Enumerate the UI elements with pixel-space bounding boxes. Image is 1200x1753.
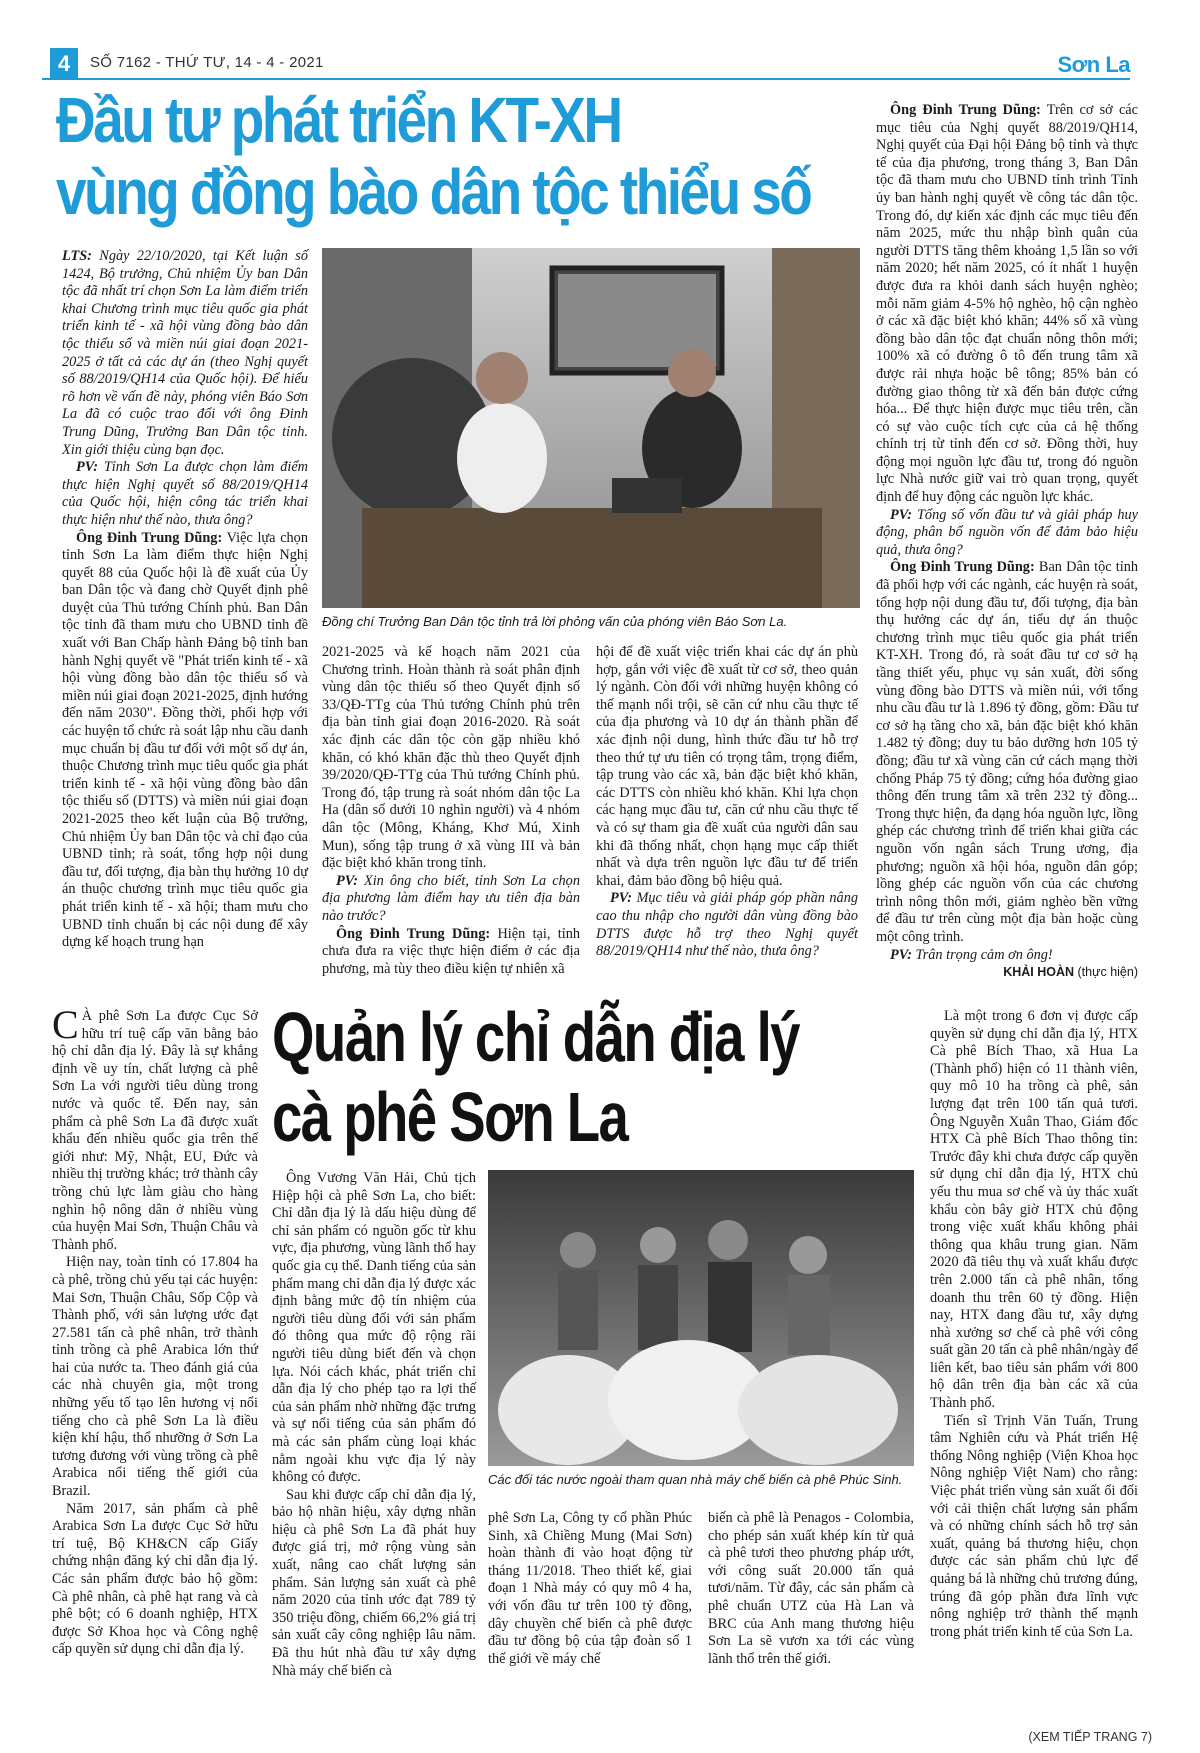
header-rule [42,78,1130,80]
answer-2-part1: Hiện tại, tỉnh chưa đưa ra việc thực hiện điểm ở các địa phương, mà tùy theo điều kiện tự nhiên xã [322,925,581,977]
page-header [50,48,1150,78]
interview-photo-caption: Đồng chí Trưởng Ban Dân tộc tỉnh trả lời phỏng vấn của phóng viên Báo Sơn La. [322,614,788,629]
article1-title-line1: Đầu tư phát triển KT-XH [56,84,621,156]
answer-3: Trên cơ sở các mục tiêu của Nghị quyết 88/2019/QH14, Nghị quyết của Đại hội Đảng bộ tỉnh và thực tế của địa phương, trong tháng 3, Ban Dân tộc đã tham mưu cho UBND tỉnh trình Tỉnh ủy ban hành nghị quyết về công tác dân tộc. Trong đó, dự kiến xác định các mục tiêu đến năm 2025, mức thu nhập bình quân của người DTTS tăng thêm khoảng 1,5 lần so với năm 2020; hết năm 2025, có ít nhất 1 huyện được đưa ra khỏi danh sách huyện nghèo; mỗi năm giảm 4-5% hộ nghèo, hộ cận nghèo ở các xã đặc biệt khó khăn; 44% số xã vùng đồng bào dân tộc đạt chuẩn nông thôn mới; 100% xã có đường ô tô đến trung tâm xã được rải nhựa hoặc bê tông; 85% bản có đường giao thông từ xã đến bản được cứng hóa... Để thực hiện được mục tiêu trên, cần có sự vào cuộc tích cực của cả hệ thống chính trị từ tỉnh đến cơ sở. Đồng thời, huy động mọi nguồn lực đầu tư, trong đó nguồn lực Nhà nước giữ vai trò quan trọng, quyết định để huy động các nguồn lực khác. [876,102,1138,506]
speaker-label-3: Ông Đinh Trung Dũng: [890,102,1041,118]
article1-column-3 [596,644,858,984]
question-1: Tỉnh Sơn La được chọn làm điểm thực hiện Nghị quyết số 88/2019/QH14 của Quốc hội, hiện công tác triển khai thực hiện như thế nào, thưa ông? [62,459,308,528]
answer-1-part2: 2021-2025 và kế hoạch năm 2021 của Chương trình. Hoàn thành rà soát phân định vùng dân tộc thiểu số theo Quyết định số 33/QĐ-TTg của Thủ tướng Chính phủ trên địa bàn tỉnh giai đoạn 2016-2020. Rà soát xác định các dân tộc còn gặp nhiều khó khăn, có khó khăn đặc thù theo Quyết định 39/2020/QĐ-TTg của Thủ tướng Chính phủ. Trong đó, tập trung rà soát nhóm dân tộc La Ha (dân số dưới 10 nghìn người) và 4 nhóm dân tộc (Mông, Kháng, Khơ Mú, Xinh Mun), sống tập trung ở xã vùng III và bản đặc biệt khó khăn trong tỉnh. [322,644,580,872]
continued-notice: (XEM TIẾP TRANG 7) [1028,1730,1152,1744]
coffee-certification: Năm 2017, sản phẩm cà phê Arabica Sơn La được Cục Sở hữu trí tuệ, Bộ KH&CN cấp Giấy chứng nhận đăng ký chỉ dẫn địa lý. Các sản phẩm được bảo hộ gồm: Cà phê nhân, cà phê hạt rang và cà phê bột; có 6 doanh nghiệp, HTX được Sở Khoa học và Công nghệ cấp quyền sử dụng chỉ dẫn địa lý. [52,1500,258,1658]
article2-column-1 [52,1002,258,1728]
author-name: KHẢI HOÀN [1003,965,1075,980]
factory-info: phê Sơn La, Công ty cổ phần Phúc Sinh, xã Chiềng Mung (Mai Sơn) hoàn thành đi vào hoạt động từ tháng 11/2018. Theo thiết kế, giai đoạn 1 Nhà máy có quy mô 4 ha, với vốn đầu tư trên 100 tỷ đồng, dây chuyền chế biến cà phê được đầu tư đồng bộ của tập đoàn số 1 thế giới về máy chế [488,1510,692,1667]
article2-column-2 [272,1170,476,1730]
question-4-label: PV: [890,506,912,523]
question-3-label: PV: [610,890,632,907]
answer-1-part1: Việc lựa chọn tỉnh Sơn La làm điểm thực hiện Nghị quyết 88 của Quốc hội là đề xuất của Ủy ban Dân tộc và đang chờ Quyết định phê duyệt của Thủ tướng Chính phủ. Ban Dân tộc tỉnh đã tham mưu cho UBND tỉnh đề xuất với Ban Chấp hành Đảng bộ tỉnh ban hành Nghị quyết về "Phát triển kinh tế - xã hội vùng đồng bào dân tộc thiểu số và miền núi giai đoạn 2021-2025, định hướng đến năm 2030". Đồng thời, phối hợp với các huyện tổ chức rà soát lập nhu cầu danh mục chuẩn bị đầu tư đối với một số dự án, thuộc Chương trình mục tiêu quốc gia phát triển kinh tế - xã hội vùng đồng bào dân tộc thiểu số (DTTS) và miền núi giai đoạn 2021-2025 theo kết luận của Bộ trưởng, Chủ nhiệm Ủy ban Dân tộc và chỉ đạo của UBND tỉnh; rà soát, tổng hợp nội dung đầu tư, đối tượng, địa bàn thụ hưởng 10 dự án thuộc chương trình mục tiêu quốc gia phát triển kinh tế - xã hội; tham mưu cho UBND tỉnh chuẩn bị các nội dung để xây dựng kế hoạch trung hạn [62,529,308,951]
cooperative-info: Là một trong 6 đơn vị được cấp quyền sử dụng chỉ dẫn địa lý, HTX Cà phê Bích Thao, xã Hua La (Thành phố) hiện có 11 thành viên, quy mô 10 ha trồng cà phê, sản lượng đạt trên 100 tấn quả tươi. Ông Nguyễn Xuân Thao, Giám đốc HTX Cà phê Bích Thao thông tin: Trước đây khi chưa được cấp quyền sử dụng chỉ dẫn địa lý, HTX chủ yếu thu mua sơ chế và ủy thác xuất khẩu còn bây giờ HTX chủ động trong việc xuất khẩu không phải thông qua khâu trung gian. Năm 2020 đã tiêu thụ và xuất khẩu được trên 2.000 tấn cà phê nhân, tổng doanh thu trên 60 tỷ đồng. Hiện nay, HTX đang đầu tư, xây dựng nhà xưởng sơ chế cà phê với công suất gần 20 tấn cà phê nhân/ngày để liên kết, bao tiêu sản phẩm với 800 hộ dân trên địa bàn các xã của Thành phố. [930,1008,1138,1412]
factory-photo-caption: Các đối tác nước ngoài tham quan nhà máy chế biến cà phê Phúc Sinh. [488,1472,903,1487]
author-note: (thực hiện) [1077,965,1138,980]
article2-column-3 [488,1510,692,1730]
lead-text: Ngày 22/10/2020, tại Kết luận số 1424, Bộ trưởng, Chủ nhiệm Ủy ban Dân tộc đã nhất trí chọn Sơn La làm điểm triển khai Chương trình mục tiêu quốc gia phát triển kinh tế - xã hội vùng đồng bào dân tộc thiểu số và miền núi giai đoạn 2021-2025 ở tất cả các dự án (theo Nghị quyết số 88/2019/QH14 của Quốc hội). Để hiểu rõ hơn về vấn đề này, phóng viên Báo Sơn La đã có cuộc trao đổi với ông Đinh Trung Dũng, Trưởng Ban Dân tộc tỉnh. Xin giới thiệu cùng bạn đọc. [62,248,308,458]
article2-title-line2: cà phê Sơn La [272,1078,628,1156]
coffee-intro: À phê Sơn La được Cục Sở hữu trí tuệ cấp văn bằng bảo hộ chỉ dẫn địa lý. Đây là sự khẳng định về uy tín, chất lượng cà phê Sơn La với người tiêu dùng trong nước và quốc tế. Đến nay, sản phẩm cà phê Sơn La đã được xuất khẩu đến nhiều quốc gia trên thế giới như: Mỹ, Nhật, EU, Đức và nhiều thị trường khác; trở thành cây trồng chủ lực làm giàu cho hàng nghìn hộ nông dân ở nhiều vùng của huyện Mai Sơn, Thuận Châu và Thành phố. [52,1008,258,1253]
factory-line: biến cà phê là Penagos - Colombia, cho phép sản xuất khép kín từ quả cà phê tươi theo phương pháp ướt, với công suất 20.000 tấn quả tươi/năm. Từ đây, các sản phẩm cà phê chuẩn UTZ của Hà Lan và BRC của Anh mang thương hiệu Sơn La sẽ vươn xa tới các vùng lãnh thổ trên thế giới. [708,1510,914,1667]
lead-label: LTS: [62,248,92,264]
question-3: Mục tiêu và giải pháp góp phần nâng cao thu nhập cho người dân vùng đồng bào DTTS được hỗ trợ theo Nghị quyết 88/2019/QH14 như thế nào, thưa ông? [596,890,858,960]
answer-4: Ban Dân tộc tỉnh đã phối hợp với các ngành, các huyện rà soát, tổng hợp nội dung đầu tư, đối tượng, địa bàn thụ hưởng các dự án, tiểu dự án thuộc chương trình mục tiêu quốc gia phát triển KT-XH. Trong đó, rà soát đầu tư cơ sở hạ tầng thiết yếu, phục vụ sản xuất, đời sống vùng đồng bào DTTS và miền núi, với tổng nhu cầu đầu tư là 1.896 tỷ đồng, gồm: Đầu tư cơ sở hạ tầng cho xã, bản đặc biệt khó khăn 1.482 tỷ đồng; duy tu bảo dưỡng hơn 105 tỷ đồng; đầu tư xã vùng căn cứ cách mạng thời chống Pháp 75 tỷ đồng; cứng hóa đường giao thông đến trung tâm xã trên 232 tỷ đồng... Trong thực hiện, đa dạng hóa nguồn lực, lồng ghép các chương trình để triển khai giữa các nguồn vốn ngân sách Trung ương, địa phương; nguồn xã hội hóa, nguồn dân góp; lồng ghép các nguồn vốn của các chương trình nông thôn mới, giảm nghèo bền vững để đầu tư trên cùng một địa bàn hoặc cùng một công trình. [876,559,1138,945]
interview-photo [322,248,860,608]
speaker-label-4: Ông Đinh Trung Dũng: [890,559,1035,576]
section-name: Sơn La [1057,52,1130,77]
question-1-label: PV: [76,459,98,476]
article1-column-2 [322,644,580,984]
question-5-label: PV: [890,946,912,963]
interview-photo-image [322,248,860,608]
page-number: 4 [50,48,78,80]
answer-2-part2: hội để đề xuất việc triển khai các dự án phù hợp, gắn với việc đề xuất từ cơ sở, theo quản lý ngành. Còn đối với những huyện không có thế mạnh nổi trội, sẽ căn cứ nhu cầu thực tế của địa phương và 10 dự án thành phần để xác định nội dung, hình thức đầu tư hỗ trợ theo thứ tự ưu tiên có trọng tâm, trọng điểm, tập trung vào các xã, bản đặc biệt khó khăn, các DTTS còn nhiều khó khăn. Khi lựa chọn các hạng mục đầu tư, căn cứ nhu cầu thực tế và có sự tham gia đề xuất của người dân sau khi đã thống nhất, chọn hạng mục cấp thiết nhất và dựa trên nguồn lực đầu tư để triển khai, đảm bảo đồng bộ hiệu quả. [596,644,858,889]
speaker-label-2: Ông Đinh Trung Dũng: [336,925,491,942]
issue-line: SỐ 7162 - THỨ TƯ, 14 - 4 - 2021 [90,54,324,71]
speaker-label: Ông Đinh Trung Dũng: [76,529,223,546]
question-2: Xin ông cho biết, tỉnh Sơn La chọn địa phương làm điểm hay ưu tiên địa bàn nào trước? [322,872,580,924]
article1-title-line2: vùng đồng bào dân tộc thiểu số [56,156,811,228]
coffee-area: Hiện nay, toàn tỉnh có 17.804 ha cà phê, trồng chủ yếu tại các huyện: Mai Sơn, Thuận Châu, Sốp Cộp và Thành phố, với sản lượng ước đạt 27.581 tấn cà phê nhân, trở thành tỉnh trồng cà phê Arabica lớn thứ hai của nước ta. Theo đánh giá của các nhà chuyên gia, một trong những yếu tố tạo lên hương vị nổi tiếng cho cà phê Sơn La là điều kiện khí hậu, thổ nhưỡng ở Sơn La tương đương với vùng trồng cà phê Arabica nổi tiếng thế giới của Brazil. [52,1254,258,1500]
question-5: Trân trọng cảm ơn ông! [915,946,1053,963]
expert-quote: Tiến sĩ Trịnh Văn Tuấn, Trung tâm Nghiên cứu và Phát triển Hệ thống Nông nghiệp (Viện Khoa học Nông nghiệp Việt Nam) cho rằng: Việc phát triển vùng sản xuất ổi đối với cải thiện chất lượng sản phẩm và có những chính sách hỗ trợ sản xuất, quảng bá thương hiệu, chọn được các sản phẩm chủ lực để quảng bá là những chủ trương đúng, trúng đã góp phần đưa lĩnh vực nông nghiệp trở thành thế mạnh trong phát triển kinh tế của Sơn La. [930,1412,1138,1640]
article1-column-4 [876,102,1138,990]
factory-photo [488,1170,914,1466]
question-2-label: PV: [336,872,358,889]
byline [876,964,1138,982]
drop-cap: C [52,1002,79,1047]
factory-photo-image [488,1170,914,1466]
article2-title-line1: Quản lý chỉ dẫn địa lý [272,998,799,1076]
question-4: Tổng số vốn đầu tư và giải pháp huy động, phân bổ nguồn vốn để đảm bảo hiệu quả, thưa ông? [876,506,1138,558]
article1-column-1 [62,248,308,988]
article2-column-4 [708,1510,914,1730]
chairman-quote: Ông Vương Văn Hải, Chủ tịch Hiệp hội cà phê Sơn La, cho biết: Chỉ dẫn địa lý là dấu hiệu dùng để chỉ sản phẩm có nguồn gốc từ khu vực, địa phương, vùng lãnh thổ hay quốc gia cụ thể. Danh tiếng của sản phẩm mang chỉ dẫn địa lý được xác định bằng mức độ tín nhiệm của người tiêu dùng đối với sản phẩm đó thông qua mức độ rộng rãi người tiêu dùng biết đến và chọn lựa. Nói cách khác, phát triển chỉ dẫn địa lý cho phép tạo ra lợi thế của sản phẩm nhờ những đặc trưng và sự nổi tiếng của sản phẩm đó mà các sản phẩm cùng loại khác nằm ngoài khu vực địa lý này không có được. [272,1170,476,1486]
article2-column-5 [930,1008,1138,1728]
brand-value: Sau khi được cấp chỉ dẫn địa lý, bảo hộ nhãn hiệu, xây dựng nhãn hiệu cà phê Sơn La đã phát huy được giá trị, mở rộng vùng sản xuất, nâng cao chất lượng sản phẩm. Sản lượng sản xuất cà phê năm 2020 của tỉnh ước đạt 789 tỷ 350 triệu đồng, chiếm 66,2% giá trị sản xuất cây công nghiệp lâu năm. Đã thu hút nhà đầu tư xây dựng Nhà máy chế biến cà [272,1486,476,1679]
